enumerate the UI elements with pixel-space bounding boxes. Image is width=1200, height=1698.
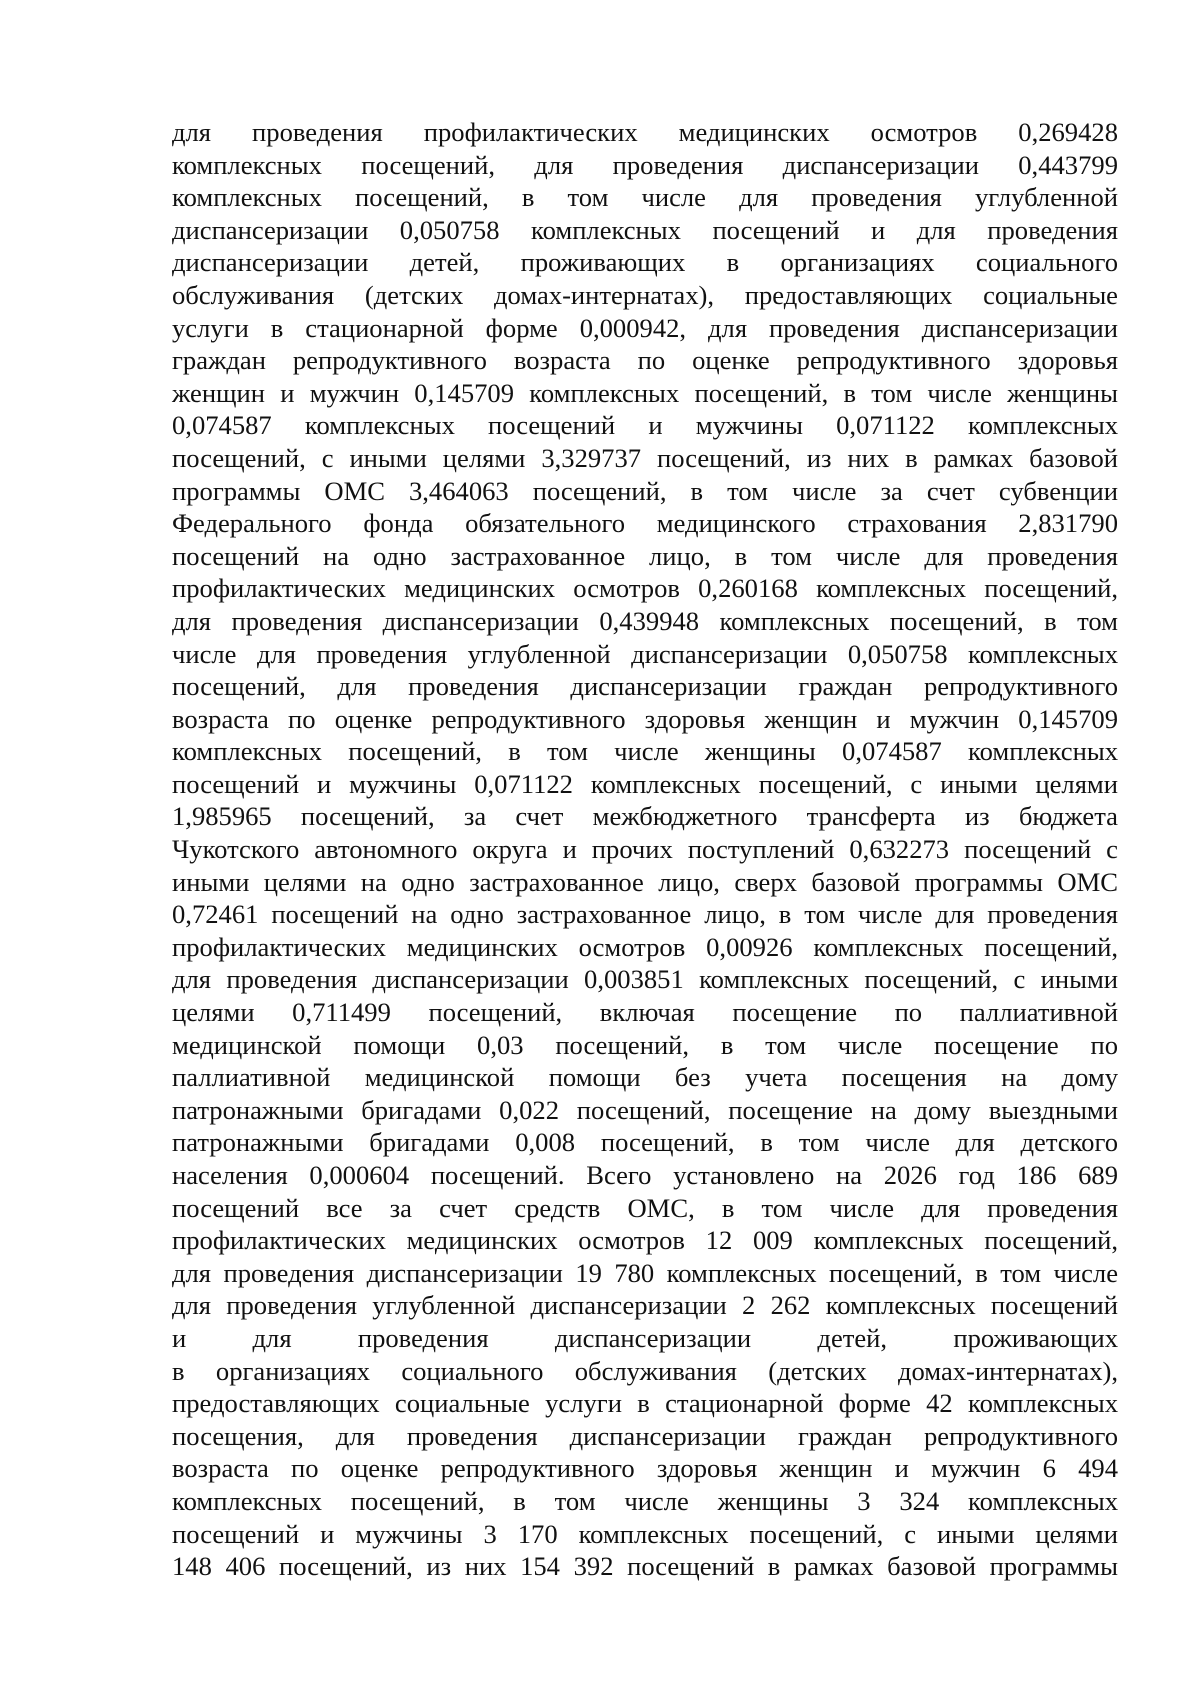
- text-line: для проведения диспансеризации 0,439948 комплексных посещений, в том: [172, 605, 1118, 636]
- text-line: для проведения диспансеризации 0,003851 комплексных посещений, с иными: [172, 964, 1118, 995]
- body-text: [172, 116, 1118, 1583]
- text-line: для проведения диспансеризации 19 780 комплексных посещений, в том числе: [172, 1257, 1118, 1288]
- text-line: населения 0,000604 посещений. Всего установлено на 2026 год 186 689: [172, 1160, 1118, 1190]
- text-line: иными целями на одно застрахованное лицо, сверх базовой программы ОМС: [172, 866, 1118, 897]
- text-line: предоставляющих социальные услуги в стационарной форме 42 комплексных: [172, 1388, 1118, 1419]
- text-line: граждан репродуктивного возраста по оценке репродуктивного здоровья: [172, 345, 1118, 376]
- text-line: посещений, с иными целями 3,329737 посещений, из них в рамках базовой: [172, 442, 1118, 473]
- text-line: для проведения профилактических медицинских осмотров 0,269428: [172, 117, 1118, 147]
- text-line: посещений все за счет средств ОМС, в том числе для проведения: [172, 1192, 1118, 1223]
- text-line: посещений на одно застрахованное лицо, в том числе для проведения: [172, 540, 1118, 571]
- text-line: возраста по оценке репродуктивного здоровья женщин и мужчин 6 494: [172, 1453, 1118, 1484]
- text-line: обслуживания (детских домах-интернатах), предоставляющих социальные: [172, 279, 1118, 310]
- text-line: посещений и мужчины 0,071122 комплексных посещений, с иными целями: [172, 768, 1118, 799]
- text-line: диспансеризации 0,050758 комплексных посещений и для проведения: [172, 214, 1118, 245]
- text-line: целями 0,711499 посещений, включая посещение по паллиативной: [172, 997, 1118, 1028]
- text-line: посещения, для проведения диспансеризации граждан репродуктивного: [172, 1420, 1118, 1451]
- text-line: комплексных посещений, для проведения диспансеризации 0,443799: [172, 149, 1118, 180]
- text-line: патронажными бригадами 0,008 посещений, в том числе для детского: [172, 1127, 1118, 1158]
- text-line: диспансеризации детей, проживающих в организациях социального: [172, 247, 1118, 278]
- text-line: женщин и мужчин 0,145709 комплексных посещений, в том числе женщины: [172, 377, 1118, 408]
- text-line: паллиативной медицинской помощи без учета посещения на дому: [172, 1062, 1118, 1093]
- text-line: 0,074587 комплексных посещений и мужчины 0,071122 комплексных: [172, 410, 1118, 441]
- text-line: комплексных посещений, в том числе женщины 0,074587 комплексных: [172, 736, 1118, 767]
- text-line: для проведения углубленной диспансеризации 2 262 комплексных посещений: [172, 1290, 1118, 1321]
- text-line: профилактических медицинских осмотров 0,00926 комплексных посещений,: [172, 931, 1118, 962]
- text-line: Федерального фонда обязательного медицинского страхования 2,831790: [172, 508, 1118, 539]
- text-line: и для проведения диспансеризации детей, проживающих: [172, 1322, 1118, 1353]
- text-line: услуги в стационарной форме 0,000942, для проведения диспансеризации: [172, 312, 1118, 343]
- text-line: профилактических медицинских осмотров 0,260168 комплексных посещений,: [172, 573, 1118, 604]
- text-line: комплексных посещений, в том числе для проведения углубленной: [172, 182, 1118, 213]
- text-line: возраста по оценке репродуктивного здоровья женщин и мужчин 0,145709: [172, 703, 1118, 734]
- text-line: программы ОМС 3,464063 посещений, в том числе за счет субвенции: [172, 475, 1118, 506]
- text-line: Чукотского автономного округа и прочих поступлений 0,632273 посещений с: [172, 834, 1118, 865]
- text-line: в организациях социального обслуживания (детских домах-интернатах),: [172, 1355, 1118, 1386]
- text-line: медицинской помощи 0,03 посещений, в том числе посещение по: [172, 1029, 1118, 1060]
- text-line: 0,72461 посещений на одно застрахованное лицо, в том числе для проведения: [172, 899, 1118, 930]
- text-line: 148 406 посещений, из них 154 392 посещений в рамках базовой программы: [172, 1551, 1118, 1582]
- text-line: посещений, для проведения диспансеризации граждан репродуктивного: [172, 671, 1118, 702]
- text-line: 1,985965 посещений, за счет межбюджетного трансферта из бюджета: [172, 801, 1118, 832]
- text-line: комплексных посещений, в том числе женщины 3 324 комплексных: [172, 1485, 1118, 1516]
- text-line: патронажными бригадами 0,022 посещений, посещение на дому выездными: [172, 1094, 1118, 1125]
- text-line: посещений и мужчины 3 170 комплексных посещений, с иными целями: [172, 1518, 1118, 1549]
- text-line: числе для проведения углубленной диспансеризации 0,050758 комплексных: [172, 638, 1118, 669]
- text-line: профилактических медицинских осмотров 12 009 комплексных посещений,: [172, 1225, 1118, 1256]
